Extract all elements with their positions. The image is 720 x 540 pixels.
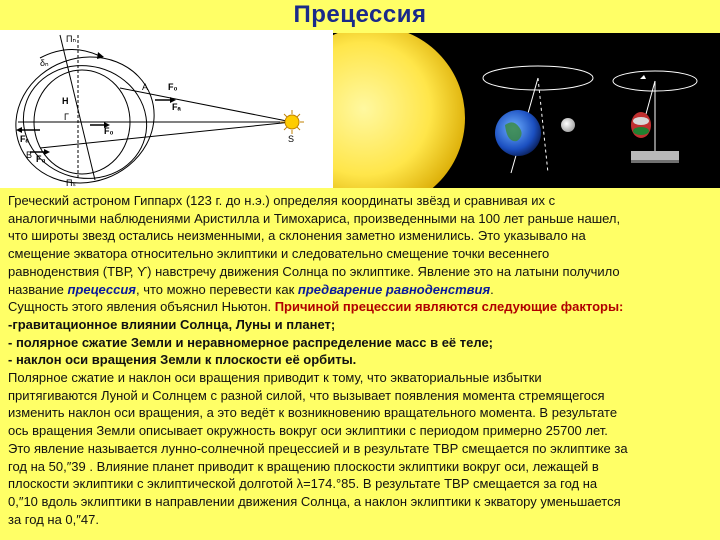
text-line	[8, 493, 720, 511]
text-line	[8, 281, 720, 299]
text-segment: предварение равноденствия	[297, 281, 491, 297]
text-line	[8, 422, 720, 440]
text-segment: - полярное сжатие Земли и неравномерное распределение масс в её теле;	[8, 334, 494, 350]
label-f0-mid: F₀	[104, 126, 114, 136]
text-segment: -гравитационное влиянии Солнца, Луны и планет;	[8, 316, 336, 332]
text-line	[8, 334, 720, 352]
text-segment: что широты звезд остались неизменными, а склонения заметно изменились. Это указывало на	[8, 228, 586, 244]
text-line	[8, 210, 720, 228]
text-line	[8, 404, 720, 422]
text-segment: Это явление называется лунно-солнечной прецессией и в результате ТВР смещается по эклиптике за	[8, 440, 628, 456]
text-segment: аналогичными наблюдениями Аристилла и Тимохариса, произведенными на 100 лет раньше нашел,	[8, 210, 621, 226]
precession-diagram	[0, 30, 333, 188]
text-line	[8, 316, 720, 334]
text-segment: название	[8, 281, 68, 297]
label-b: B	[26, 150, 33, 160]
text-line	[8, 298, 720, 316]
text-line	[8, 440, 720, 458]
text-segment: прецессия	[67, 281, 136, 297]
label-f0-top: F₀	[168, 82, 178, 92]
label-fa-left: Fₐ	[20, 134, 29, 144]
body-text	[8, 192, 720, 528]
text-line	[8, 458, 720, 476]
label-f0-left: F₀	[36, 154, 46, 164]
label-delta-n: δₙ	[40, 58, 49, 68]
label-g: Г	[64, 112, 69, 122]
text-line	[8, 263, 720, 281]
text-segment: плоскости эклиптики с эклиптической долготой λ=174.°85. В результате ТВР смещается за год на	[8, 476, 598, 492]
text-segment: Греческий астроном Гиппарх (123 г. до н.э.) определяя координаты звёзд и сравнивая их с	[8, 193, 556, 208]
precession-illustration	[333, 33, 720, 188]
text-segment: смещение экватора относительно эклиптики и следовательно смещение точки весеннего	[8, 246, 550, 262]
text-segment: Сущность этого явления объяснил Ньютон.	[8, 299, 275, 315]
label-a: A	[142, 82, 149, 92]
text-segment: ось вращения Земли описывает окружность вокруг оси эклиптики с периодом примерно 25700 лет.	[8, 423, 608, 439]
sun-icon	[333, 33, 465, 188]
text-line	[8, 245, 720, 263]
text-segment: , что можно перевести как	[135, 281, 298, 297]
text-segment: изменить наклон оси вращения, а это ведёт к возникновению вращательного момента. В результате	[8, 405, 618, 421]
text-segment: - наклон оси вращения Земли к плоскости её орбиты.	[8, 352, 357, 368]
text-segment: равноденствия (ТВР, ϒ) навстречу движения Солнца по эклиптике. Явление это на латыни получило	[8, 263, 620, 279]
label-pi-s: Пₛ	[66, 178, 76, 188]
text-segment: за год на 0,″47.	[8, 511, 99, 527]
moon-icon	[561, 118, 575, 132]
label-s: S	[288, 134, 295, 144]
text-segment: год на 50,″39 . Влияние планет приводит к вращению плоскости эклиптики вокруг оси, лежащей в	[8, 458, 599, 474]
label-h: H	[62, 96, 69, 106]
text-line	[8, 475, 720, 493]
text-line	[8, 511, 720, 529]
text-segment: .	[490, 281, 494, 297]
label-pi-n: Пₙ	[66, 34, 77, 44]
text-line	[8, 351, 720, 369]
text-segment: Полярное сжатие и наклон оси вращения приводит к тому, что экваториальные избытки	[8, 370, 542, 386]
text-line	[8, 369, 720, 387]
text-segment: притягиваются Луной и Солнцем с разной силой, что вызывает появления момента стремящегося	[8, 387, 605, 403]
page-title: Прецессия	[293, 1, 427, 28]
sun-icon	[285, 115, 299, 129]
text-segment: Причиной прецессии являются следующие факторы:	[274, 299, 624, 315]
text-line	[8, 227, 720, 245]
label-fa-top: Fₐ	[172, 102, 181, 112]
text-line	[8, 387, 720, 405]
text-segment: 0,″10 вдоль эклиптики в направлении движения Солнца, а наклон эклиптики к экватору уменьшается	[8, 493, 621, 509]
text-line	[8, 192, 720, 210]
